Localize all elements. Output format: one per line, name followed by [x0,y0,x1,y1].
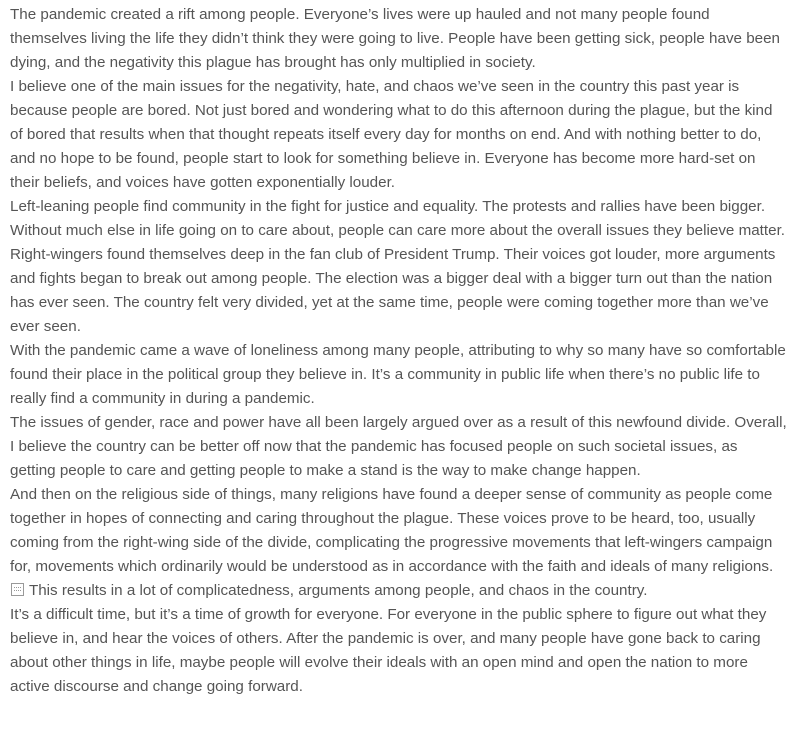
paragraph-intro: The pandemic created a rift among people. Everyone’s lives were up hauled and not many people found themselves living the life they didn’t think they were going to live. People have been getting sick, people have been dying, and the negativity this plague has brought has only multiplied in society. [10,6,780,71]
paragraph-religion [10,483,787,603]
paragraph-left-leaning: Left-leaning people find community in the fight for justice and equality. The protests and rallies have been bigger. Without much else in life going on to care about, people can care more about the overall issues they believe matter. [10,198,786,239]
missing-glyph-icon [11,583,24,596]
religion-text-before: And then on the religious side of things, many religions have found a deeper sense of community as people come together in hopes of connecting and caring throughout the plague. These voices prove to be heard, too, usually coming from the right-wing side of the divide, complicating the progressive movements that left-wingers campaign for, movements which ordinarily would be understood as in accordance with the faith and ideals of many religions. [10,486,774,575]
paragraph-right-wingers: Right-wingers found themselves deep in the fan club of President Trump. Their voices got louder, more arguments and fights began to break out among people. The election was a bigger deal with a bigger turn out than the nation has ever seen. The country felt very divided, yet at the same time, people were coming together more than we’ve ever seen. [10,246,776,335]
paragraph-loneliness: With the pandemic came a wave of loneliness among many people, attributing to why so many have so comfortable found their place in the political group they believe in. It’s a community in public life when there’s no public life to really find a community in during a pandemic. [10,342,786,407]
religion-text-after: This results in a lot of complicatedness, arguments among people, and chaos in the country. [25,582,648,599]
paragraph-boredom: I believe one of the main issues for the negativity, hate, and chaos we’ve seen in the country this past year is because people are bored. Not just bored and wondering what to do this afternoon during the plague, but the kind of bored that results when that thought repeats itself every day for months on end. And with nothing better to do, and no hope to be found, people start to look for something believe in. Everyone has become more hard-set on their beliefs, and voices have gotten exponentially louder. [10,78,773,191]
paragraph-closing: It’s a difficult time, but it’s a time of growth for everyone. For everyone in the public sphere to figure out what they believe in, and hear the voices of others. After the pandemic is over, and many people have gone back to caring about other things in life, maybe people will evolve their ideals with an open mind and open the nation to more active discourse and change going forward. [10,606,767,695]
paragraph-issues: The issues of gender, race and power have all been largely argued over as a result of this newfound divide. Overall, I believe the country can be better off now that the pandemic has focused people on such societal issues, as getting people to care and getting people to make a stand is the way to make change happen. [10,414,787,479]
